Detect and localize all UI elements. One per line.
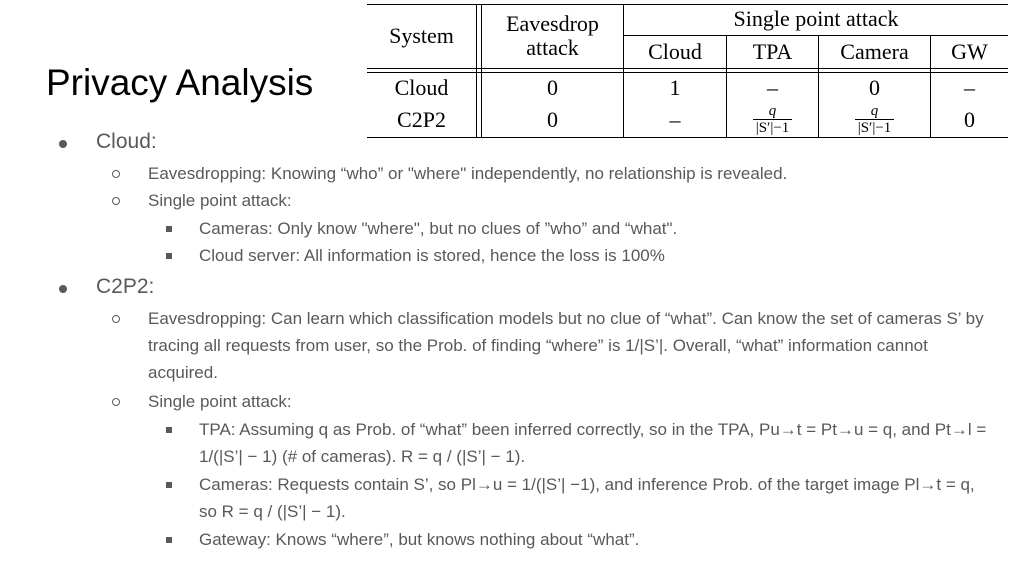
bullet-square-icon: [166, 253, 172, 259]
row-c2p2-cloud: –: [669, 106, 681, 132]
item-c2p2-gateway: [199, 526, 989, 553]
row-cloud-camera: 0: [869, 74, 880, 100]
header-system: System: [389, 22, 454, 48]
item-cloud-server: [199, 242, 989, 269]
bullet-square-icon: [166, 226, 172, 232]
row-cloud-system: Cloud: [394, 74, 449, 100]
row-cloud-tpa: –: [767, 74, 778, 100]
bullet-ring-icon: [112, 170, 120, 178]
sub-bullet-c2p2-eavesdropping: [148, 305, 993, 386]
bullet-square-icon: [166, 482, 172, 488]
row-c2p2-system: C2P2: [397, 106, 446, 132]
item-text: TPA: Assuming q as Prob. of “what” been inferred correctly, so in the TPA, Pu→t = Pt→u = q, and Pt→l = 1/(|S’| − 1) (# of cameras). R = q / (|S’| − 1).: [199, 420, 987, 466]
header-eavesdrop-line2: attack: [526, 35, 579, 60]
fraction: [753, 104, 793, 136]
fraction-denominator: |S′|−1: [753, 119, 793, 136]
bullet-ring-icon: [112, 315, 120, 323]
bullet-ring-icon: [112, 197, 120, 205]
item-cloud-cameras: [199, 215, 989, 242]
sub-bullet-text: Single point attack:: [148, 191, 292, 210]
bullet-cloud: [96, 130, 157, 154]
header-col-tpa: TPA: [752, 38, 793, 64]
item-text: Cameras: Requests contain S’, so Pl→u = 1/(|S’| −1), and inference Prob. of the target image Pl→t = q, so R = q / (|S’| − 1).: [199, 475, 975, 521]
row-c2p2-gw: 0: [964, 106, 975, 132]
sub-bullet-text: Eavesdropping: Can learn which classification models but no clue of “what”. Can know the set of cameras S’ by tracing all requests from user, so the Prob. of finding “where” is 1/|S’|. Overall, “what” information cannot acquired.: [148, 309, 984, 382]
bullet-ring-icon: [112, 398, 120, 406]
table-rule-bottom: [367, 137, 1008, 138]
table-vrule-1: [476, 4, 477, 138]
sub-bullet-cloud-single-point: [148, 187, 993, 214]
bullet-cloud-label: Cloud:: [96, 130, 157, 153]
comparison-table: [367, 4, 1008, 138]
row-cloud-gw: –: [964, 74, 975, 100]
fraction-numerator: q: [768, 103, 777, 119]
row-c2p2-camera: [819, 103, 930, 137]
item-c2p2-tpa: [199, 416, 989, 470]
bullet-square-icon: [166, 537, 172, 543]
bullet-c2p2: [96, 275, 154, 299]
header-eavesdrop-line1: Eavesdrop: [506, 10, 599, 36]
sub-bullet-cloud-eavesdropping: [148, 160, 993, 187]
sub-bullet-text: Eavesdropping: Knowing “who” or "where" independently, no relationship is revealed.: [148, 164, 788, 183]
sub-bullet-text: Single point attack:: [148, 392, 292, 411]
header-col-cloud: Cloud: [648, 38, 702, 64]
fraction-numerator: q: [870, 103, 879, 119]
bullet-dot-icon: [59, 140, 67, 148]
row-cloud-eaves: 0: [547, 74, 558, 100]
table-rule-header-1: [367, 68, 1008, 69]
bullet-dot-icon: [59, 285, 67, 293]
item-text: Gateway: Knows “where”, but knows nothing about “what”.: [199, 530, 640, 549]
row-cloud-cloud: 1: [669, 74, 681, 100]
bullet-c2p2-label: C2P2:: [96, 275, 155, 298]
header-col-gw: GW: [951, 38, 988, 64]
header-col-camera: Camera: [840, 38, 909, 64]
header-eavesdrop: [482, 4, 623, 68]
fraction-denominator: |S′|−1: [855, 119, 895, 136]
fraction: [855, 104, 895, 136]
row-c2p2-eaves: 0: [547, 106, 558, 132]
bullet-square-icon: [166, 427, 172, 433]
page-title: Privacy Analysis: [46, 62, 314, 103]
row-c2p2-tpa: [727, 103, 818, 137]
sub-bullet-c2p2-single-point: [148, 388, 993, 415]
item-text: Cloud server: All information is stored, hence the loss is 100%: [199, 246, 665, 265]
item-text: Cameras: Only know "where", but no clues of ”who” and “what".: [199, 219, 678, 238]
header-single-point: Single point attack: [733, 6, 899, 32]
item-c2p2-cameras: [199, 471, 989, 525]
